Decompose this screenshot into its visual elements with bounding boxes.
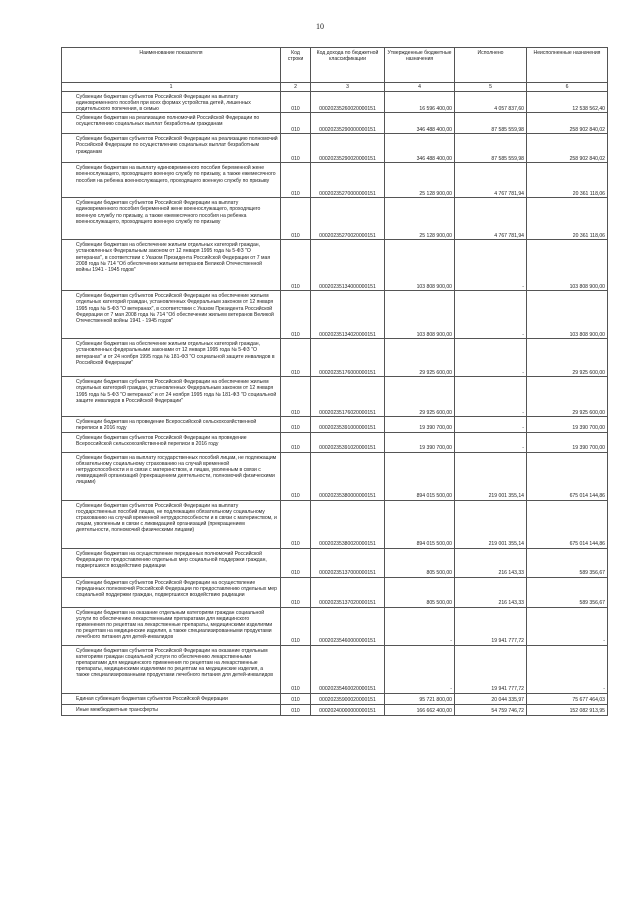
row-approved: 894 015 500,00 [385,452,455,500]
row-unexecuted: 103 808 900,00 [527,291,608,339]
table-row [62,377,608,417]
row-code: 010 [281,452,311,500]
table-row [62,198,608,240]
column-number: 1 [62,83,281,92]
table-row [62,452,608,500]
row-bk-code: 00020235260020000151 [311,92,385,113]
row-name: Субвенции бюджетам на выплату государственных пособий лицам, не подлежащим обязательному социальному страхованию на случай временной нетрудоспособности и в связи с материнством, и лицам, уволенным в связи с ликвидацией организаций (прекращением деятельности, полномочий физическими лицами) [62,452,281,500]
table-row [62,500,608,548]
row-executed: - [455,240,527,291]
row-code: 010 [281,693,311,704]
row-executed: 216 143,33 [455,548,527,577]
row-executed: 4 057 837,60 [455,92,527,113]
row-approved: 95 721 800,00 [385,693,455,704]
row-bk-code: 00020235137000000151 [311,548,385,577]
row-bk-code: 00020235460020000151 [311,645,385,693]
row-executed: - [455,432,527,452]
row-executed: - [455,339,527,377]
row-bk-code: 00020240000000000151 [311,704,385,715]
row-name: Единая субвенция бюджетам субъектов Российской Федерации [62,693,281,704]
row-unexecuted: 29 925 600,00 [527,377,608,417]
row-approved: - [385,607,455,645]
header-bk: Код дохода по бюджетной классификации [311,48,385,83]
row-bk-code: 00020235270020000151 [311,198,385,240]
row-approved: 25 128 900,00 [385,163,455,198]
table-row [62,704,608,715]
row-name: Субвенции бюджетам субъектов Российской Федерации на проведение Всероссийской сельскохозяйственной переписи в 2016 году [62,432,281,452]
row-code: 010 [281,198,311,240]
row-executed: 216 143,33 [455,577,527,607]
row-bk-code: 00020235391000000151 [311,417,385,432]
table-row [62,432,608,452]
column-number: 6 [527,83,608,92]
row-approved: 25 128 900,00 [385,198,455,240]
table-row [62,548,608,577]
header-name: Наименование показателя [62,48,281,83]
row-unexecuted: 20 361 118,06 [527,198,608,240]
row-name: Субвенции бюджетам на обеспечение жильем отдельных категорий граждан, установленных Федеральным законом от 12 января 1995 года № 5-ФЗ "О ветеранах", в соответствии с Указом Президента Российской Федерации от 7 мая 2008 года № 714 "Об обеспечении жильем ветеранов Великой Отечественной войны 1941 - 1945 годов" [62,240,281,291]
row-executed: 87 585 559,98 [455,134,527,163]
row-executed: 219 001 355,14 [455,452,527,500]
row-unexecuted: 19 390 700,00 [527,432,608,452]
row-name: Иные межбюджетные трансферты [62,704,281,715]
row-executed: 19 941 777,72 [455,645,527,693]
row-bk-code: 00020235176020000151 [311,377,385,417]
row-code: 010 [281,240,311,291]
row-unexecuted: 152 082 913,95 [527,704,608,715]
row-approved: 19 390 700,00 [385,417,455,432]
row-bk-code: 00020235290000000151 [311,113,385,134]
row-executed: - [455,417,527,432]
row-approved: 346 488 400,00 [385,113,455,134]
row-bk-code: 00020235380020000151 [311,500,385,548]
row-bk-code: 00020235270000000151 [311,163,385,198]
row-approved: 103 808 900,00 [385,240,455,291]
table-body [62,92,608,716]
row-approved: 894 015 500,00 [385,500,455,548]
row-approved: 29 925 600,00 [385,377,455,417]
row-approved: 29 925 600,00 [385,339,455,377]
row-executed: 4 767 781,94 [455,163,527,198]
row-executed: 219 001 355,14 [455,500,527,548]
row-name: Субвенции бюджетам субъектов Российской Федерации на обеспечение жильем отдельных категорий граждан, установленных Федеральным законом от 12 января 1995 года № 5-ФЗ "О ветеранах" и от 24 ноября 1995 года № 181-ФЗ "О социальной защите инвалидов в Российской Федерации" [62,377,281,417]
row-executed: 87 585 559,98 [455,113,527,134]
row-executed: 4 767 781,94 [455,198,527,240]
row-approved: 166 662 400,00 [385,704,455,715]
row-name: Субвенции бюджетам на выплату единовременного пособия беременной жене военнослужащего, проходящего военную службу по призыву, а также ежемесячного пособия на ребенка военнослужащего, проходящего военную службу по призыву [62,163,281,198]
row-name: Субвенции бюджетам на реализацию полномочий Российской Федерации по осуществлению социальных выплат безработным гражданам [62,113,281,134]
table-row [62,645,608,693]
row-code: 010 [281,339,311,377]
row-unexecuted: 103 808 900,00 [527,240,608,291]
row-approved: 805 500,00 [385,577,455,607]
row-executed: 19 941 777,72 [455,607,527,645]
row-bk-code: 00020235391020000151 [311,432,385,452]
row-bk-code: 00020235380000000151 [311,452,385,500]
row-unexecuted: 258 902 840,02 [527,113,608,134]
row-unexecuted: 20 361 118,06 [527,163,608,198]
row-name: Субвенции бюджетам на проведение Всероссийской сельскохозяйственной переписи в 2016 году [62,417,281,432]
row-code: 010 [281,291,311,339]
row-approved: 346 488 400,00 [385,134,455,163]
row-bk-code: 00020235176000000151 [311,339,385,377]
row-unexecuted: 589 356,67 [527,548,608,577]
row-code: 010 [281,645,311,693]
row-approved: 805 500,00 [385,548,455,577]
row-code: 010 [281,577,311,607]
row-bk-code: 00020235134000000151 [311,240,385,291]
row-unexecuted: 75 677 464,03 [527,693,608,704]
row-name: Субвенции бюджетам субъектов Российской Федерации на осуществление переданных полномочий Российской Федерации по предоставлению отдельных мер социальной поддержки граждан, подвергшихся воздействию радиации [62,577,281,607]
column-number-row [62,83,608,92]
row-bk-code: 00020235900020000151 [311,693,385,704]
row-code: 010 [281,548,311,577]
table-row [62,607,608,645]
header-executed: Исполнено [455,48,527,83]
row-code: 010 [281,163,311,198]
row-code: 010 [281,417,311,432]
table-row [62,163,608,198]
row-name: Субвенции бюджетам субъектов Российской Федерации на обеспечение жильем отдельных категорий граждан, установленных Федеральным законом от 12 января 1995 года № 5-ФЗ "О ветеранах", в соответствии с Указом Президента Российской Федерации от 7 мая 2008 года № 714 "Об обеспечении жильем ветеранов Великой Отечественной войны 1941 - 1945 годов" [62,291,281,339]
row-bk-code: 00020235134020000151 [311,291,385,339]
row-code: 010 [281,432,311,452]
row-name: Субвенции бюджетам на оказание отдельным категориям граждан социальной услуги по обеспечению лекарственными препаратами для медицинского применения по рецептам на лекарственные препараты, медицинскими изделиями по рецептам на медицинские изделия, а также специализированными продуктами лечебного питания для детей-инвалидов [62,607,281,645]
row-unexecuted: 12 538 562,40 [527,92,608,113]
row-executed: 20 044 335,97 [455,693,527,704]
row-unexecuted: - [527,645,608,693]
row-name: Субвенции бюджетам субъектов Российской Федерации на оказание отдельным категориям граждан социальной услуги по обеспечению лекарственными препаратами для медицинского применения по рецептам на лекарственные препараты, медицинскими изделиями по рецептам на медицинские изделия, а также специализированными продуктами лечебного питания для детей-инвалидов [62,645,281,693]
row-unexecuted: 675 014 144,86 [527,500,608,548]
table-row [62,113,608,134]
column-number: 3 [311,83,385,92]
table-row [62,134,608,163]
table-row [62,92,608,113]
row-approved: 19 390 700,00 [385,432,455,452]
row-executed: - [455,291,527,339]
row-unexecuted: - [527,607,608,645]
row-approved: 16 596 400,00 [385,92,455,113]
row-name: Субвенции бюджетам на обеспечение жильем отдельных категорий граждан, установленных федеральными законами от 12 января 1995 года № 5-ФЗ "О ветеранах" и от 24 ноября 1995 года № 181-ФЗ "О социальной защите инвалидов в Российской Федерации" [62,339,281,377]
page-number: 10 [316,22,324,31]
header-row [62,48,608,83]
row-unexecuted: 29 925 600,00 [527,339,608,377]
table-row [62,577,608,607]
table-row [62,291,608,339]
row-bk-code: 00020235137020000151 [311,577,385,607]
header-unexecuted: Неисполненные назначения [527,48,608,83]
table-row [62,417,608,432]
row-bk-code: 00020235290020000151 [311,134,385,163]
row-unexecuted: 675 014 144,86 [527,452,608,500]
column-number: 4 [385,83,455,92]
row-executed: 54 759 746,72 [455,704,527,715]
column-number: 2 [281,83,311,92]
row-unexecuted: 258 902 840,02 [527,134,608,163]
row-name: Субвенции бюджетам субъектов Российской Федерации на выплату единовременного пособия беременной жене военнослужащего, проходящего военную службу по призыву, а также ежемесячного пособия на ребенка военнослужащего, проходящего военную службу по призыву [62,198,281,240]
table-row [62,693,608,704]
row-approved: - [385,645,455,693]
row-approved: 103 808 900,00 [385,291,455,339]
row-code: 010 [281,704,311,715]
header-approved: Утвержденные бюджетные назначения [385,48,455,83]
row-code: 010 [281,377,311,417]
row-name: Субвенции бюджетам субъектов Российской Федерации на выплату единовременного пособия при всех формах устройства детей, лишенных родительского попечения, в семью [62,92,281,113]
row-code: 010 [281,500,311,548]
header-code: Код строки [281,48,311,83]
report-table [61,47,608,716]
row-name: Субвенции бюджетам субъектов Российской Федерации на выплату государственных пособий лицам, не подлежащим обязательному социальному страхованию на случай временной нетрудоспособности и в связи с материнством, и лицам, уволенным в связи с ликвидацией организаций (прекращением деятельности, полномочий физическими лицами) [62,500,281,548]
table-row [62,240,608,291]
row-name: Субвенции бюджетам на осуществление переданных полномочий Российской Федерации по предоставлению отдельных мер социальной поддержки граждан, подвергшихся воздействию радиации [62,548,281,577]
row-unexecuted: 19 390 700,00 [527,417,608,432]
row-code: 010 [281,607,311,645]
row-executed: - [455,377,527,417]
row-code: 010 [281,113,311,134]
row-bk-code: 00020235460000000151 [311,607,385,645]
table-row [62,339,608,377]
row-code: 010 [281,92,311,113]
row-code: 010 [281,134,311,163]
row-unexecuted: 589 356,67 [527,577,608,607]
row-name: Субвенции бюджетам субъектов Российской Федерации на реализацию полномочий Российской Федерации по осуществлению социальных выплат безработным гражданам [62,134,281,163]
column-number: 5 [455,83,527,92]
